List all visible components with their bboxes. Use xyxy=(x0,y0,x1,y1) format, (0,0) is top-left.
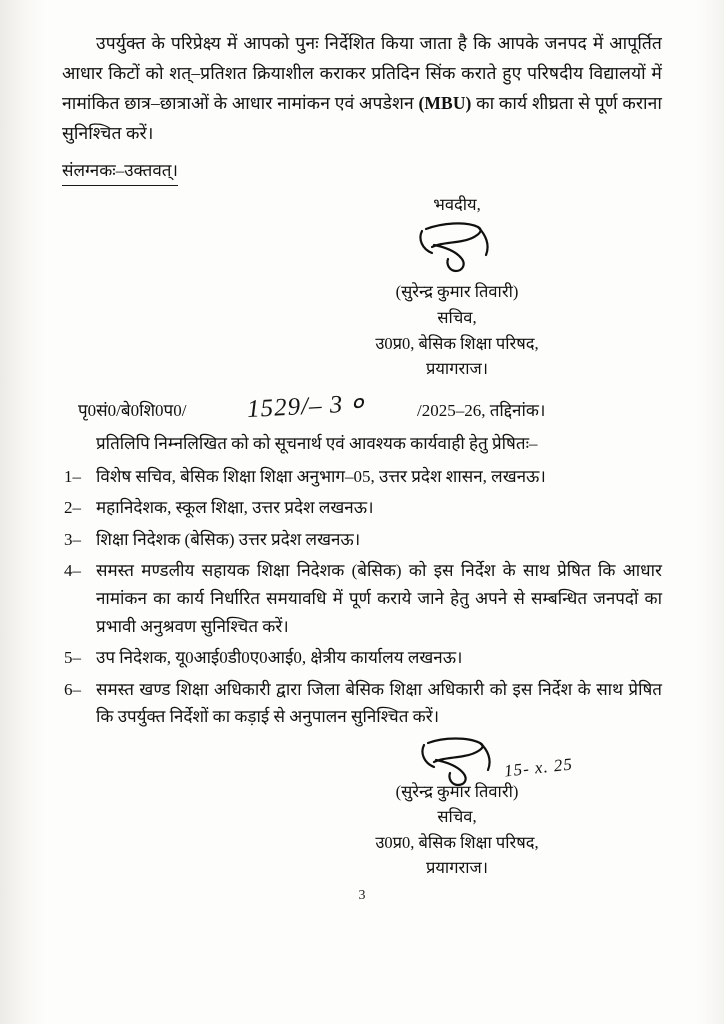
paragraph-line-2: में आपूर्तित आधार किटों को शत्–प्रतिशत क्रियाशील कराकर प्रतिदिन सिंक कराते xyxy=(62,33,662,84)
paragraph-line-3: हुए परिषदीय विद्यालयों में नामांकित छात्र–छात्राओं के आधार नामांकन एवं अपडेशन xyxy=(62,63,662,114)
list-item xyxy=(62,494,662,522)
copy-to-heading xyxy=(62,430,662,457)
list-item-number: 5– xyxy=(64,648,81,668)
paragraph-line-1: उपर्युक्त के परिप्रेक्ष्य में आपको पुनः निर्देशित किया जाता है कि आपके जनपद xyxy=(96,33,587,53)
list-item xyxy=(62,644,662,672)
recipients-list xyxy=(62,463,662,731)
list-item-number: 6– xyxy=(64,679,81,699)
list-item-text: शिक्षा निदेशक (बेसिक) उत्तर प्रदेश लखनऊ। xyxy=(96,529,361,549)
attachment-row xyxy=(62,150,662,186)
list-item-text: उप निदेशक, यू0आई0डी0ए0आई0, क्षेत्रीय कार्यालय लखनऊ। xyxy=(96,648,463,668)
list-item-text: महानिदेशक, स्कूल शिक्षा, उत्तर प्रदेश लखनऊ। xyxy=(96,498,374,518)
reference-number-line xyxy=(62,389,662,426)
signature-2-wrapper xyxy=(252,733,662,779)
signatory-designation: सचिव, xyxy=(437,308,477,327)
mbu-abbreviation: (MBU) xyxy=(418,93,472,114)
list-item xyxy=(62,463,662,491)
document-content xyxy=(62,28,662,881)
list-item-number: 4– xyxy=(64,561,81,581)
signatory-office: उ0प्र0, बेसिक शिक्षा परिषद, xyxy=(375,832,539,852)
reference-prefix: पृ0सं0/बे0शि0प0/ xyxy=(78,400,187,420)
signature-block-primary xyxy=(62,192,662,382)
signatory-name: (सुरेन्द्र कुमार तिवारी) xyxy=(395,282,519,302)
attachment-line: संलग्नकः–उक्तवत्। xyxy=(62,158,178,186)
reference-handwritten-number: 1529/– 3 ० xyxy=(246,389,366,423)
list-item-number: 3– xyxy=(64,529,81,549)
paragraph-line-4: का कार्य शीघ्रता से पूर्ण कराना सुनिश्चित करें। xyxy=(62,93,662,144)
list-item-number: 1– xyxy=(64,466,81,486)
list-item-text: समस्त खण्ड शिक्षा अधिकारी द्वारा जिला बेसिक शिक्षा अधिकारी को इस निर्देश के साथ प्रेषित कि उपर्युक्त निर्देशों का कड़ाई से अनुपालन सुनिश्चित करें। xyxy=(96,679,662,727)
list-item-text: विशेष सचिव, बेसिक शिक्षा शिक्षा अनुभाग–05, उत्तर प्रदेश शासन, लखनऊ। xyxy=(96,466,546,486)
page-number: 3 xyxy=(358,888,366,903)
signatory-city: प्रयागराज। xyxy=(425,858,489,878)
signatory-office: उ0प्र0, बेसिक शिक्षा परिषद, xyxy=(375,333,539,353)
signatory-city: प्रयागराज। xyxy=(425,359,489,379)
handwritten-date: 15- x. 25 xyxy=(503,754,574,781)
copy-to-heading-text: प्रतिलिपि निम्नलिखित को को सूचनार्थ एवं आवश्यक कार्यवाही हेतु प्रेषितः– xyxy=(96,433,538,453)
signatory-designation: सचिव, xyxy=(437,807,477,827)
body-paragraph xyxy=(62,28,662,148)
handwritten-signature-icon xyxy=(382,217,532,279)
signature-block-secondary xyxy=(62,733,662,881)
list-item-number: 2– xyxy=(64,498,81,518)
salutation-yours-faithfully: भवदीय, xyxy=(433,194,481,214)
signatory-name: (सुरेन्द्र कुमार तिवारी) xyxy=(395,781,519,801)
reference-suffix: /2025–26, तद्दिनांक। xyxy=(417,400,546,420)
list-item xyxy=(62,557,662,640)
list-item xyxy=(62,526,662,554)
list-item-text: समस्त मण्डलीय सहायक शिक्षा निदेशक (बेसिक) को इस निर्देश के साथ प्रेषित कि आधार नामांकन का कार्य निर्धारित समयावधि में पूर्ण कराये जाने हेतु अपने से सम्बन्धित जनपदों का प्रभावी अनुश्रवण सुनिश्चित करें। xyxy=(96,561,662,636)
list-item xyxy=(62,676,662,731)
